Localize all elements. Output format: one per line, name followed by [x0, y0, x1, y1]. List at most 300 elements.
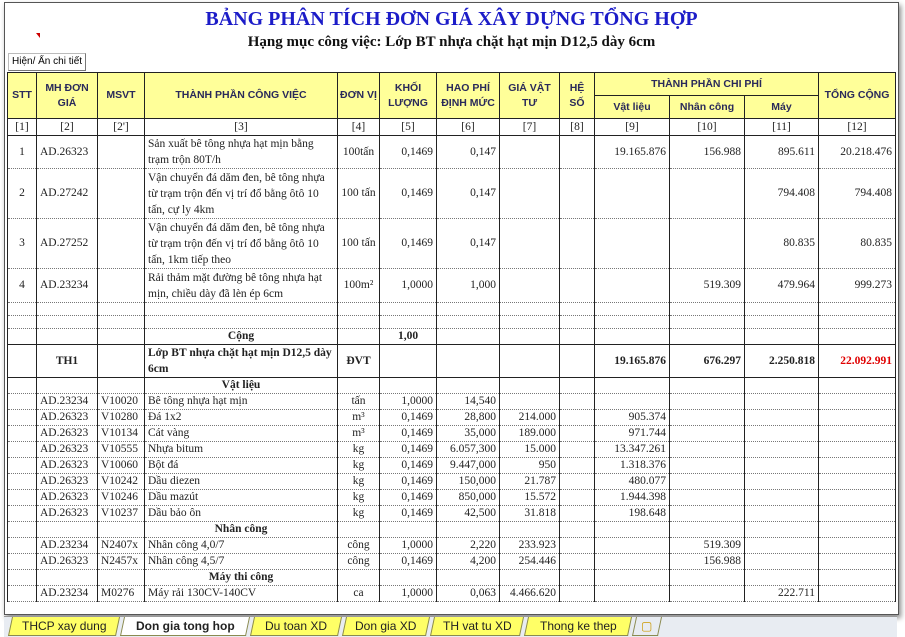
cell-thanh-phan[interactable]: Dầu mazút	[145, 490, 338, 506]
cell-don-vi[interactable]: m³	[338, 410, 380, 426]
cell-may[interactable]: 794.408	[745, 169, 819, 219]
cell-don-vi[interactable]: 100m²	[338, 269, 380, 303]
empty-cell[interactable]	[670, 329, 745, 345]
cell-hao-phi[interactable]: 14,540	[437, 394, 500, 410]
cell-mh-don-gia[interactable]: AD.23234	[37, 269, 98, 303]
cell-nhan-cong[interactable]	[670, 219, 745, 269]
empty-cell[interactable]	[380, 378, 437, 394]
empty-cell[interactable]	[745, 474, 819, 490]
summary-vat-lieu[interactable]: 19.165.876	[595, 345, 670, 378]
empty-cell[interactable]	[37, 329, 98, 345]
summary-name[interactable]: Lớp BT nhựa chặt hạt mịn D12,5 dày 6cm	[145, 345, 338, 378]
empty-cell[interactable]	[380, 303, 437, 316]
empty-cell[interactable]	[437, 522, 500, 538]
empty-cell[interactable]	[8, 316, 37, 329]
cell-msvt[interactable]: N2457x	[98, 554, 145, 570]
cell-khoi-luong[interactable]: 0,1469	[380, 458, 437, 474]
cell-gia-vat-tu[interactable]: 950	[500, 458, 560, 474]
empty-cell[interactable]	[745, 458, 819, 474]
cell-khoi-luong[interactable]: 1,0000	[380, 269, 437, 303]
empty-cell[interactable]	[8, 394, 37, 410]
empty-cell[interactable]	[37, 378, 98, 394]
cell-msvt[interactable]	[98, 136, 145, 169]
cell-msvt[interactable]	[98, 219, 145, 269]
cell-don-vi[interactable]: kg	[338, 506, 380, 522]
cell-gia-vat-tu[interactable]: 189.000	[500, 426, 560, 442]
cell-hao-phi[interactable]: 0,147	[437, 169, 500, 219]
cell-khoi-luong[interactable]: 1,0000	[380, 538, 437, 554]
cell-stt[interactable]: 1	[8, 136, 37, 169]
cell-mh-don-gia[interactable]: AD.23234	[37, 586, 98, 602]
cell-nc[interactable]: 156.988	[670, 554, 745, 570]
cell-khoi-luong[interactable]: 0,1469	[380, 169, 437, 219]
empty-cell[interactable]	[437, 378, 500, 394]
empty-cell[interactable]	[745, 426, 819, 442]
cell-msvt[interactable]: V10134	[98, 426, 145, 442]
cell-gia-vat-tu[interactable]	[500, 169, 560, 219]
cell-khoi-luong[interactable]: 0,1469	[380, 554, 437, 570]
cell-thanh-phan[interactable]: Máy rải 130CV-140CV	[145, 586, 338, 602]
cell-hao-phi[interactable]: 6.057,300	[437, 442, 500, 458]
empty-cell[interactable]	[819, 378, 896, 394]
cell-nhan-cong[interactable]: 156.988	[670, 136, 745, 169]
empty-cell[interactable]	[98, 570, 145, 586]
cong-label[interactable]: Cộng	[145, 329, 338, 345]
empty-cell[interactable]	[98, 303, 145, 316]
cell-vl[interactable]: 971.744	[595, 426, 670, 442]
cell-mh-don-gia[interactable]: AD.27252	[37, 219, 98, 269]
empty-cell[interactable]	[819, 442, 896, 458]
index-cell[interactable]: [10]	[670, 119, 745, 136]
summary-may[interactable]: 2.250.818	[745, 345, 819, 378]
empty-cell[interactable]	[595, 316, 670, 329]
cell-mh-don-gia[interactable]: AD.26323	[37, 136, 98, 169]
empty-cell[interactable]	[560, 329, 595, 345]
sheet-tab[interactable]	[8, 617, 120, 636]
empty-cell[interactable]	[819, 522, 896, 538]
empty-cell[interactable]	[338, 522, 380, 538]
empty-cell[interactable]	[37, 303, 98, 316]
cell-don-vi[interactable]: kg	[338, 442, 380, 458]
empty-cell[interactable]	[98, 522, 145, 538]
cell-stt[interactable]: 3	[8, 219, 37, 269]
empty-cell[interactable]	[380, 522, 437, 538]
empty-cell[interactable]	[670, 522, 745, 538]
cell-vat-lieu[interactable]	[595, 169, 670, 219]
cell-don-vi[interactable]: kg	[338, 490, 380, 506]
empty-cell[interactable]	[745, 316, 819, 329]
empty-cell[interactable]	[8, 554, 37, 570]
cell-khoi-luong[interactable]: 0,1469	[380, 490, 437, 506]
cell-gia-vat-tu[interactable]: 214.000	[500, 410, 560, 426]
empty-cell[interactable]	[560, 426, 595, 442]
empty-cell[interactable]	[8, 426, 37, 442]
cell-gia-vat-tu[interactable]: 4.466.620	[500, 586, 560, 602]
empty-cell[interactable]	[500, 570, 560, 586]
cell-gia-vat-tu[interactable]: 15.000	[500, 442, 560, 458]
cell-gia-vat-tu[interactable]	[500, 269, 560, 303]
empty-cell[interactable]	[560, 474, 595, 490]
empty-cell[interactable]	[560, 506, 595, 522]
cell-hao-phi[interactable]: 35,000	[437, 426, 500, 442]
cell-tong-cong[interactable]: 794.408	[819, 169, 896, 219]
cell-don-vi[interactable]: 100 tấn	[338, 219, 380, 269]
cell-mh-don-gia[interactable]: AD.26323	[37, 474, 98, 490]
empty-cell[interactable]	[560, 303, 595, 316]
cell-khoi-luong[interactable]: 0,1469	[380, 474, 437, 490]
cell-mh-don-gia[interactable]: AD.26323	[37, 554, 98, 570]
empty-cell[interactable]	[819, 426, 896, 442]
empty-cell[interactable]	[819, 506, 896, 522]
cell-mh-don-gia[interactable]: AD.26323	[37, 490, 98, 506]
empty-cell[interactable]	[560, 378, 595, 394]
empty-cell[interactable]	[595, 586, 670, 602]
cell-msvt[interactable]: N2407x	[98, 538, 145, 554]
index-cell[interactable]: [2']	[98, 119, 145, 136]
empty-cell[interactable]	[819, 410, 896, 426]
cell-thanh-phan[interactable]: Nhân công 4,5/7	[145, 554, 338, 570]
empty-cell[interactable]	[670, 303, 745, 316]
empty-cell[interactable]	[745, 538, 819, 554]
empty-cell[interactable]	[745, 554, 819, 570]
cell-vat-lieu[interactable]	[595, 269, 670, 303]
cell-vl[interactable]: 905.374	[595, 410, 670, 426]
cell-mh-don-gia[interactable]: AD.26323	[37, 442, 98, 458]
empty-cell[interactable]	[745, 378, 819, 394]
cell-vl[interactable]: 13.347.261	[595, 442, 670, 458]
empty-cell[interactable]	[819, 458, 896, 474]
cell-don-vi[interactable]: kg	[338, 474, 380, 490]
summary-nhan-cong[interactable]: 676.297	[670, 345, 745, 378]
cell-hao-phi[interactable]: 9.447,000	[437, 458, 500, 474]
empty-cell[interactable]	[98, 316, 145, 329]
empty-cell[interactable]	[500, 316, 560, 329]
cell-gia-vat-tu[interactable]	[500, 219, 560, 269]
cong-khoi-luong[interactable]: 1,00	[380, 329, 437, 345]
empty-cell[interactable]	[37, 522, 98, 538]
empty-cell[interactable]	[819, 490, 896, 506]
empty-cell[interactable]	[8, 303, 37, 316]
summary-don-vi[interactable]: ĐVT	[338, 345, 380, 378]
empty-cell[interactable]	[380, 345, 437, 378]
cell-khoi-luong[interactable]: 0,1469	[380, 410, 437, 426]
empty-cell[interactable]	[819, 586, 896, 602]
empty-cell[interactable]	[380, 316, 437, 329]
empty-cell[interactable]	[745, 522, 819, 538]
empty-cell[interactable]	[338, 329, 380, 345]
empty-cell[interactable]	[37, 570, 98, 586]
summary-stt[interactable]: TH1	[37, 345, 98, 378]
cell-msvt[interactable]: V10237	[98, 506, 145, 522]
empty-cell[interactable]	[745, 570, 819, 586]
cell-gia-vat-tu[interactable]	[500, 394, 560, 410]
cell-vl[interactable]: 480.077	[595, 474, 670, 490]
cell-vl[interactable]	[595, 394, 670, 410]
cell-msvt[interactable]	[98, 269, 145, 303]
cell-may[interactable]: 80.835	[745, 219, 819, 269]
toggle-detail-button[interactable]: Hiện/ Ẩn chi tiết	[8, 53, 86, 71]
cell-mh-don-gia[interactable]: AD.26323	[37, 426, 98, 442]
cell-vat-lieu[interactable]	[595, 219, 670, 269]
empty-cell[interactable]	[819, 316, 896, 329]
index-cell[interactable]: [6]	[437, 119, 500, 136]
cell-don-vi[interactable]: kg	[338, 458, 380, 474]
cell-vl[interactable]: 198.648	[595, 506, 670, 522]
empty-cell[interactable]	[819, 394, 896, 410]
cell-gia-vat-tu[interactable]: 233.923	[500, 538, 560, 554]
empty-cell[interactable]	[8, 442, 37, 458]
index-cell[interactable]: [7]	[500, 119, 560, 136]
cell-msvt[interactable]: V10060	[98, 458, 145, 474]
cell-hao-phi[interactable]: 28,800	[437, 410, 500, 426]
empty-cell[interactable]	[745, 394, 819, 410]
cell-khoi-luong[interactable]: 0,1469	[380, 506, 437, 522]
cell-hao-phi[interactable]: 150,000	[437, 474, 500, 490]
cell-he-so[interactable]	[560, 219, 595, 269]
empty-cell[interactable]	[819, 329, 896, 345]
summary-tong-cong[interactable]: 22.092.991	[819, 345, 896, 378]
cell-gia-vat-tu[interactable]: 15.572	[500, 490, 560, 506]
empty-cell[interactable]	[595, 570, 670, 586]
group-label[interactable]: Nhân công	[145, 522, 338, 538]
empty-cell[interactable]	[819, 303, 896, 316]
empty-cell[interactable]	[98, 345, 145, 378]
empty-cell[interactable]	[145, 316, 338, 329]
cell-don-vi[interactable]: tấn	[338, 394, 380, 410]
empty-cell[interactable]	[8, 378, 37, 394]
sheet-tab[interactable]	[342, 617, 430, 636]
empty-cell[interactable]	[595, 329, 670, 345]
cell-thanh-phan[interactable]: Đá 1x2	[145, 410, 338, 426]
cell-khoi-luong[interactable]: 0,1469	[380, 136, 437, 169]
cell-don-vi[interactable]: 100tấn	[338, 136, 380, 169]
empty-cell[interactable]	[819, 538, 896, 554]
empty-cell[interactable]	[670, 378, 745, 394]
empty-cell[interactable]	[560, 394, 595, 410]
empty-cell[interactable]	[500, 378, 560, 394]
empty-cell[interactable]	[670, 442, 745, 458]
empty-cell[interactable]	[8, 570, 37, 586]
empty-cell[interactable]	[8, 506, 37, 522]
cell-mh-don-gia[interactable]: AD.23234	[37, 394, 98, 410]
empty-cell[interactable]	[8, 538, 37, 554]
empty-cell[interactable]	[560, 458, 595, 474]
cell-may[interactable]: 222.711	[745, 586, 819, 602]
cell-don-vi[interactable]: công	[338, 554, 380, 570]
empty-cell[interactable]	[595, 378, 670, 394]
empty-cell[interactable]	[560, 316, 595, 329]
empty-cell[interactable]	[8, 474, 37, 490]
index-cell[interactable]: [12]	[819, 119, 896, 136]
index-cell[interactable]: [1]	[8, 119, 37, 136]
cell-vat-lieu[interactable]: 19.165.876	[595, 136, 670, 169]
cell-he-so[interactable]	[560, 169, 595, 219]
cell-khoi-luong[interactable]: 1,0000	[380, 586, 437, 602]
cell-tong-cong[interactable]: 999.273	[819, 269, 896, 303]
empty-cell[interactable]	[500, 329, 560, 345]
group-label[interactable]: Máy thi công	[145, 570, 338, 586]
cell-msvt[interactable]: V10280	[98, 410, 145, 426]
empty-cell[interactable]	[8, 522, 37, 538]
group-label[interactable]: Vật liệu	[145, 378, 338, 394]
empty-cell[interactable]	[595, 303, 670, 316]
cell-gia-vat-tu[interactable]: 254.446	[500, 554, 560, 570]
empty-cell[interactable]	[670, 426, 745, 442]
empty-cell[interactable]	[437, 316, 500, 329]
empty-cell[interactable]	[500, 522, 560, 538]
empty-cell[interactable]	[745, 303, 819, 316]
empty-cell[interactable]	[670, 506, 745, 522]
cell-khoi-luong[interactable]: 0,1469	[380, 219, 437, 269]
empty-cell[interactable]	[8, 586, 37, 602]
sheet-tab[interactable]	[524, 617, 632, 636]
empty-cell[interactable]	[819, 570, 896, 586]
cell-vl[interactable]: 1.944.398	[595, 490, 670, 506]
cell-mh-don-gia[interactable]: AD.26323	[37, 458, 98, 474]
index-cell[interactable]: [5]	[380, 119, 437, 136]
empty-cell[interactable]	[338, 303, 380, 316]
empty-cell[interactable]	[670, 474, 745, 490]
cell-thanh-phan[interactable]: Vận chuyển đá dăm đen, bê tông nhựa từ trạm trộn đến vị trí đổ bằng ôtô 10 tấn, 1km tiếp theo	[145, 219, 338, 269]
cell-msvt[interactable]: V10242	[98, 474, 145, 490]
index-cell[interactable]: [8]	[560, 119, 595, 136]
cell-hao-phi[interactable]: 0,147	[437, 219, 500, 269]
empty-cell[interactable]	[670, 394, 745, 410]
empty-cell[interactable]	[745, 329, 819, 345]
cell-hao-phi[interactable]: 1,000	[437, 269, 500, 303]
cell-hao-phi[interactable]: 0,147	[437, 136, 500, 169]
cell-mh-don-gia[interactable]: AD.27242	[37, 169, 98, 219]
empty-cell[interactable]	[560, 538, 595, 554]
empty-cell[interactable]	[595, 522, 670, 538]
cell-thanh-phan[interactable]: Dầu bảo ôn	[145, 506, 338, 522]
cell-thanh-phan[interactable]: Cát vàng	[145, 426, 338, 442]
empty-cell[interactable]	[560, 442, 595, 458]
empty-cell[interactable]	[8, 458, 37, 474]
cell-khoi-luong[interactable]: 0,1469	[380, 426, 437, 442]
cell-gia-vat-tu[interactable]	[500, 136, 560, 169]
empty-cell[interactable]	[670, 570, 745, 586]
cell-tong-cong[interactable]: 20.218.476	[819, 136, 896, 169]
cell-nhan-cong[interactable]: 519.309	[670, 269, 745, 303]
empty-cell[interactable]	[8, 490, 37, 506]
empty-cell[interactable]	[745, 410, 819, 426]
sheet-tab[interactable]	[250, 617, 342, 636]
cell-mh-don-gia[interactable]: AD.23234	[37, 538, 98, 554]
cell-nhan-cong[interactable]	[670, 169, 745, 219]
empty-cell[interactable]	[437, 329, 500, 345]
empty-cell[interactable]	[670, 316, 745, 329]
empty-cell[interactable]	[338, 570, 380, 586]
index-cell[interactable]: [2]	[37, 119, 98, 136]
empty-cell[interactable]	[8, 329, 37, 345]
insert-sheet-icon[interactable]: ▢	[632, 617, 662, 636]
cell-don-vi[interactable]: 100 tấn	[338, 169, 380, 219]
empty-cell[interactable]	[8, 345, 37, 378]
empty-cell[interactable]	[37, 316, 98, 329]
cell-hao-phi[interactable]: 0,063	[437, 586, 500, 602]
cell-gia-vat-tu[interactable]: 31.818	[500, 506, 560, 522]
cell-tong-cong[interactable]: 80.835	[819, 219, 896, 269]
cell-thanh-phan[interactable]: Nhân công 4,0/7	[145, 538, 338, 554]
cell-khoi-luong[interactable]: 1,0000	[380, 394, 437, 410]
cell-msvt[interactable]: V10246	[98, 490, 145, 506]
empty-cell[interactable]	[670, 586, 745, 602]
cell-don-vi[interactable]: ca	[338, 586, 380, 602]
empty-cell[interactable]	[338, 316, 380, 329]
index-cell[interactable]: [11]	[745, 119, 819, 136]
cell-khoi-luong[interactable]: 0,1469	[380, 442, 437, 458]
cell-nc[interactable]: 519.309	[670, 538, 745, 554]
cell-may[interactable]: 479.964	[745, 269, 819, 303]
empty-cell[interactable]	[145, 303, 338, 316]
cell-gia-vat-tu[interactable]: 21.787	[500, 474, 560, 490]
empty-cell[interactable]	[560, 586, 595, 602]
cell-hao-phi[interactable]: 2,220	[437, 538, 500, 554]
cell-hao-phi[interactable]: 850,000	[437, 490, 500, 506]
empty-cell[interactable]	[98, 378, 145, 394]
empty-cell[interactable]	[560, 410, 595, 426]
cell-he-so[interactable]	[560, 136, 595, 169]
empty-cell[interactable]	[8, 410, 37, 426]
cell-stt[interactable]: 2	[8, 169, 37, 219]
empty-cell[interactable]	[595, 554, 670, 570]
cell-msvt[interactable]: V10020	[98, 394, 145, 410]
index-cell[interactable]: [3]	[145, 119, 338, 136]
cell-don-vi[interactable]: m³	[338, 426, 380, 442]
index-cell[interactable]: [4]	[338, 119, 380, 136]
cell-thanh-phan[interactable]: Rải thảm mặt đường bê tông nhựa hạt mịn, chiều dày đã lèn ép 6cm	[145, 269, 338, 303]
cell-stt[interactable]: 4	[8, 269, 37, 303]
empty-cell[interactable]	[670, 458, 745, 474]
cell-don-vi[interactable]: công	[338, 538, 380, 554]
empty-cell[interactable]	[98, 329, 145, 345]
empty-cell[interactable]	[560, 490, 595, 506]
empty-cell[interactable]	[560, 522, 595, 538]
cell-hao-phi[interactable]: 4,200	[437, 554, 500, 570]
cell-msvt[interactable]: M0276	[98, 586, 145, 602]
cell-mh-don-gia[interactable]: AD.26323	[37, 506, 98, 522]
index-cell[interactable]: [9]	[595, 119, 670, 136]
empty-cell[interactable]	[437, 345, 500, 378]
cell-thanh-phan[interactable]: Bột đá	[145, 458, 338, 474]
cell-msvt[interactable]: V10555	[98, 442, 145, 458]
empty-cell[interactable]	[560, 554, 595, 570]
cell-msvt[interactable]	[98, 169, 145, 219]
empty-cell[interactable]	[380, 570, 437, 586]
empty-cell[interactable]	[560, 570, 595, 586]
empty-cell[interactable]	[437, 303, 500, 316]
empty-cell[interactable]	[745, 442, 819, 458]
sheet-tab[interactable]	[430, 617, 524, 636]
cell-thanh-phan[interactable]: Bê tông nhựa hạt mịn	[145, 394, 338, 410]
cell-thanh-phan[interactable]: Dầu diezen	[145, 474, 338, 490]
empty-cell[interactable]	[560, 345, 595, 378]
empty-cell[interactable]	[745, 506, 819, 522]
empty-cell[interactable]	[500, 303, 560, 316]
empty-cell[interactable]	[819, 474, 896, 490]
cell-thanh-phan[interactable]: Nhựa bitum	[145, 442, 338, 458]
empty-cell[interactable]	[670, 410, 745, 426]
empty-cell[interactable]	[500, 345, 560, 378]
sheet-tab[interactable]	[120, 617, 250, 636]
cell-thanh-phan[interactable]: Vận chuyển đá dăm đen, bê tông nhựa từ trạm trộn đến vị trí đổ bằng ôtô 10 tấn, cự ly 4km	[145, 169, 338, 219]
cell-may[interactable]: 895.611	[745, 136, 819, 169]
cell-he-so[interactable]	[560, 269, 595, 303]
cell-thanh-phan[interactable]: Sản xuất bê tông nhựa hạt mịn bằng trạm trộn 80T/h	[145, 136, 338, 169]
empty-cell[interactable]	[670, 490, 745, 506]
empty-cell[interactable]	[819, 554, 896, 570]
